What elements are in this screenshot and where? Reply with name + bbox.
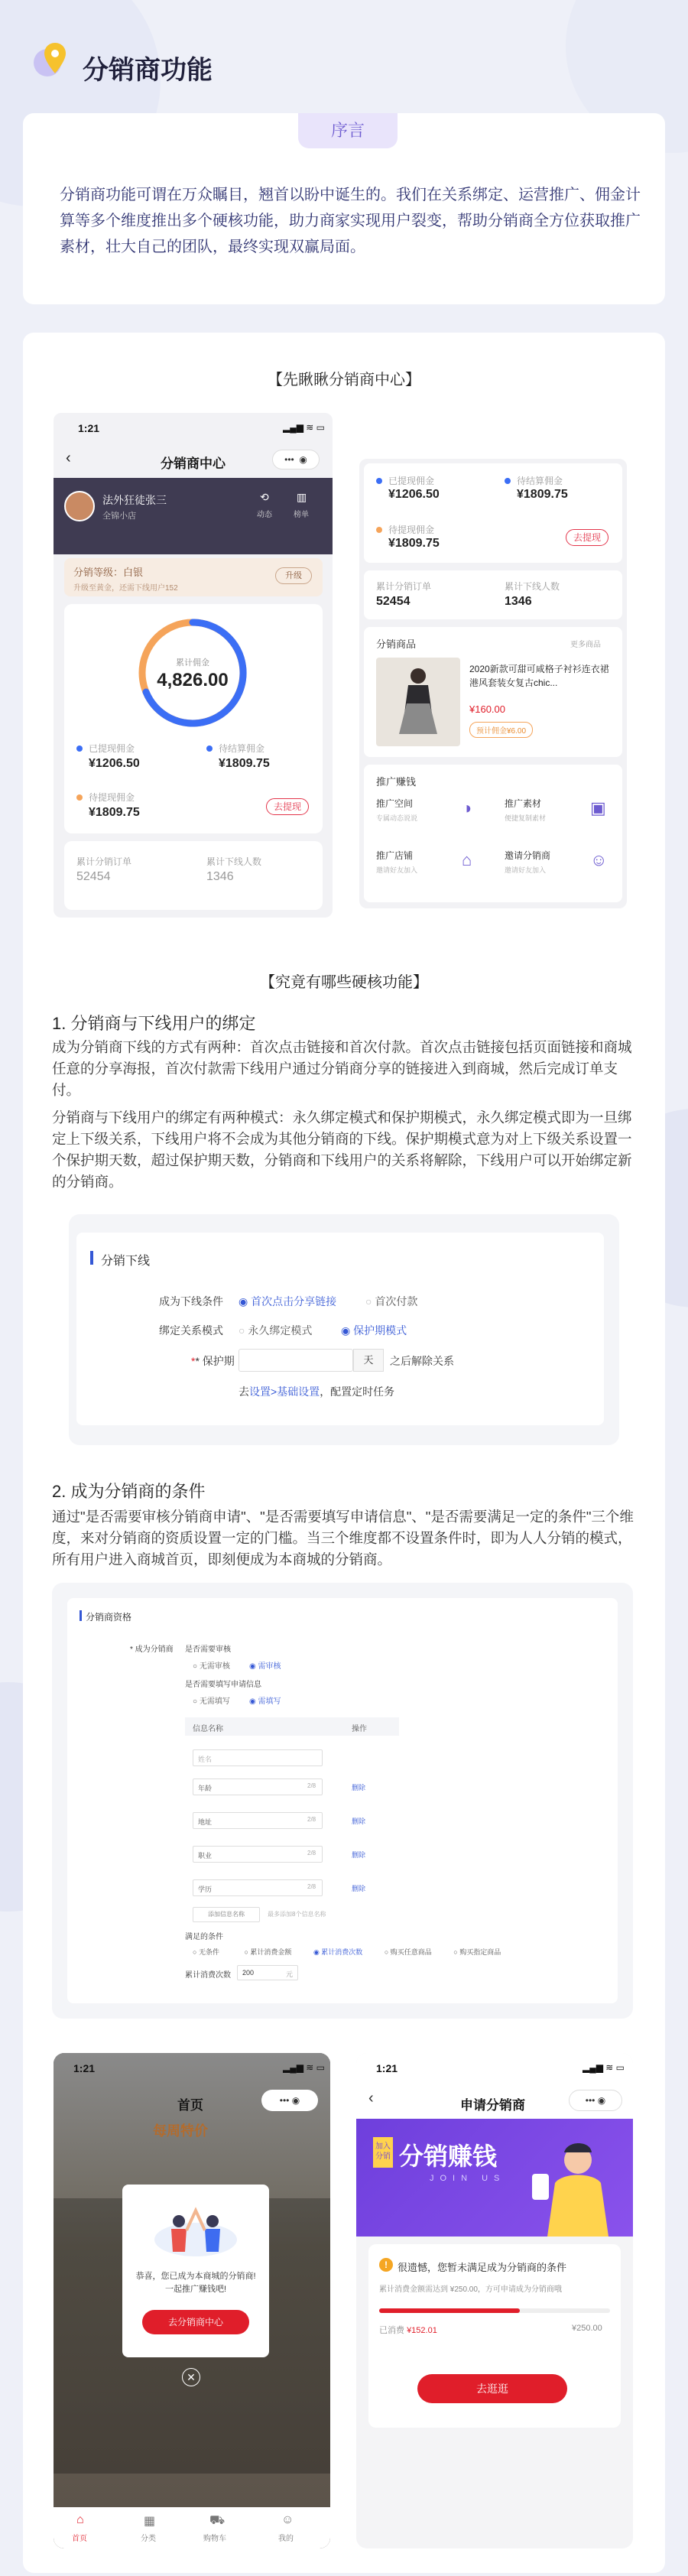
section2-title: 2. 成为分销商的条件 xyxy=(52,1482,206,1501)
upgrade-button[interactable]: 升级 xyxy=(275,567,312,584)
section1-para1: 成为分销商下线的方式有两种：首次点击链接和首次付款。首次点击链接包括页面链接和商城任意的分享海报，首次付款需下线用户通过分销商分享的链接进入到商城，然后完成订单支付。 xyxy=(52,1039,632,1098)
spent-label: 已消费 ¥152.01 xyxy=(379,2326,437,2335)
add-info-button[interactable]: 添加信息名称 xyxy=(193,1907,260,1922)
delete-link[interactable]: 删除 xyxy=(352,1851,366,1859)
banner-subtitle: JOIN US xyxy=(430,2174,506,2183)
rank-icon[interactable]: ▥ xyxy=(297,491,307,503)
cart-tab-icon[interactable]: ⛟ xyxy=(209,2514,226,2527)
high-five-illustration xyxy=(153,2204,239,2258)
row2-option1[interactable]: ○ 永久绑定模式 xyxy=(239,1324,313,1337)
info-name-input[interactable]: 地址 xyxy=(193,1812,323,1829)
goods-more-link[interactable]: 更多商品 xyxy=(570,641,601,649)
protect-unit: 天 xyxy=(353,1349,384,1372)
condition-options xyxy=(193,1947,590,1957)
promo-title: 推广赚钱 xyxy=(376,776,417,788)
phone-apply xyxy=(356,2053,633,2548)
home-capsule[interactable]: ••• ◉ xyxy=(261,2090,318,2111)
goods-commission: 预计佣金¥6.00 xyxy=(469,722,533,738)
image-icon: ▣ xyxy=(590,798,606,817)
avatar xyxy=(64,491,95,521)
notice-text: 很遗憾，您暂未满足成为分销商的条件 xyxy=(398,2262,567,2273)
promo-invite[interactable]: 邀请分销商 邀请好友加入 ☺ xyxy=(505,850,608,874)
tab-mine[interactable]: 我的 xyxy=(278,2535,294,2543)
row1-label: 成为下线条件 xyxy=(159,1295,223,1307)
total-label: 累计佣金 xyxy=(176,658,209,668)
center-panel xyxy=(359,459,627,908)
preview-title: 【先瞅瞅分销商中心】 xyxy=(268,372,420,388)
tab-cart[interactable]: 购物车 xyxy=(203,2535,226,2543)
back-icon[interactable]: ‹ xyxy=(66,450,71,466)
apply-title: 申请分销商 xyxy=(460,2098,525,2113)
banner-person-illustration xyxy=(524,2129,624,2237)
row2-option2[interactable]: ◉ 保护期模式 xyxy=(341,1324,407,1337)
close-icon[interactable]: ✕ xyxy=(182,2368,200,2386)
promo-space[interactable]: 推广空间 专属动态说说 ◑ xyxy=(376,798,472,822)
withdrawable-value: ¥1809.75 xyxy=(89,806,140,819)
apply-back-icon[interactable]: ‹ xyxy=(368,2090,374,2107)
binding-form-title: 分销下线 xyxy=(101,1255,151,1268)
goods-image[interactable] xyxy=(376,658,460,746)
cond-opt5[interactable]: ○ 购买指定商品 xyxy=(453,1948,501,1956)
orders-label: 累计分销订单 xyxy=(76,856,132,867)
warning-icon: ! xyxy=(379,2258,393,2272)
level-note: 升级至黄金，还需下线用户152 xyxy=(73,584,178,593)
condition-label: 满足的条件 xyxy=(185,1933,223,1941)
capsule-menu[interactable]: ••• ◉ xyxy=(272,450,320,469)
features-title: 【究竟有哪些硬核功能】 xyxy=(260,974,428,991)
fill-opt2[interactable]: ◉ 需填写 xyxy=(249,1697,281,1706)
rank-label: 榜单 xyxy=(294,511,309,519)
promo-material[interactable]: 推广素材 便捷复制素材 ▣ xyxy=(505,798,606,822)
info-row xyxy=(193,1846,399,1879)
withdraw-button[interactable]: 去提现 xyxy=(266,798,309,815)
status-time: 1:21 xyxy=(78,422,100,434)
amount-label: 累计消费次数 xyxy=(185,1971,231,1980)
panel-users-value: 1346 xyxy=(505,595,532,608)
browse-button[interactable]: 去逛逛 xyxy=(417,2374,567,2403)
phone-title: 分销商中心 xyxy=(161,456,226,471)
info-name-input[interactable]: 学历 xyxy=(193,1879,323,1896)
goods-title: 分销商品 xyxy=(376,638,417,650)
delete-link[interactable]: 删除 xyxy=(352,1784,366,1792)
info-row xyxy=(193,1779,399,1812)
notice-detail: 累计消费金额需达到 ¥250.00，方可申请成为分销商哦 xyxy=(379,2285,562,2294)
protect-days-input[interactable] xyxy=(239,1349,353,1372)
dynamic-label: 动态 xyxy=(257,511,272,519)
panel-withdraw-button[interactable]: 去提现 xyxy=(566,529,608,546)
settings-hint: 去设置>基础设置，配置定时任务 xyxy=(239,1385,395,1398)
col-name: 信息名称 xyxy=(193,1725,223,1733)
goods-price: ¥160.00 xyxy=(469,703,505,715)
cond-opt3[interactable]: ◉ 累计消费次数 xyxy=(313,1948,363,1956)
info-rows xyxy=(193,1779,399,1913)
apply-status-time: 1:21 xyxy=(376,2062,398,2074)
panel-orders-label: 累计分销订单 xyxy=(376,581,432,592)
panel-pending-label: 待结算佣金 xyxy=(505,474,563,487)
char-count: 2/8 xyxy=(307,1850,316,1856)
withdrawable-label: 待提现佣金 xyxy=(76,791,135,804)
mine-tab-icon[interactable]: ☺ xyxy=(281,2513,294,2526)
col-op: 操作 xyxy=(352,1725,367,1733)
panel-withdrawable-label: 待提现佣金 xyxy=(376,523,434,536)
success-popup xyxy=(122,2185,269,2357)
level-text: 分销等级：白银 xyxy=(73,567,144,578)
panel-withdrawable-value: ¥1809.75 xyxy=(388,537,440,550)
total-value: 4,826.00 xyxy=(157,670,229,690)
fill-opt1[interactable]: ○ 无需填写 xyxy=(193,1697,230,1706)
protect-after: 之后解除关系 xyxy=(390,1355,454,1367)
home-tab-icon[interactable]: ⌂ xyxy=(76,2513,84,2526)
char-count: 2/8 xyxy=(307,1816,316,1823)
banner-tag: 加入分销 xyxy=(373,2137,393,2168)
row1-option2[interactable]: ○ 首次付款 xyxy=(365,1295,418,1307)
cond-opt2[interactable]: ○ 累计消费金额 xyxy=(244,1948,292,1956)
planet-icon: ◑ xyxy=(462,798,472,817)
popup-text: 恭喜，您已成为本商城的分销商! 一起推广赚钱吧! xyxy=(135,2272,256,2294)
intro-tab: 序言 xyxy=(298,113,398,148)
target-value: ¥250.00 xyxy=(572,2324,602,2333)
audit-opt2[interactable]: ◉ 需审核 xyxy=(249,1662,281,1671)
goto-center-button[interactable]: 去分销商中心 xyxy=(142,2310,249,2334)
goods-name: 2020新款可甜可咸格子衬衫连衣裙港风套装女复古chic... xyxy=(469,664,609,688)
add-user-icon: ☺ xyxy=(590,850,608,869)
cond-opt1[interactable]: ○ 无条件 xyxy=(193,1948,219,1956)
spend-progress-fill xyxy=(379,2308,520,2313)
panel-users-label: 累计下线人数 xyxy=(505,581,560,592)
apply-status-icons: ▂▄▆ ≋ ▭ xyxy=(583,2062,625,2073)
row1-option1[interactable]: ◉ 首次点击分享链接 xyxy=(239,1295,337,1307)
section1-title: 1. 分销商与下线用户的绑定 xyxy=(52,1014,256,1033)
orders-value: 52454 xyxy=(76,870,111,883)
intro-text: 分销商功能可谓在万众瞩目，翘首以盼中诞生的。我们在关系绑定、运营推广、佣金计算等多个维度推出多个硬核功能，助力商家实现用户裂变，帮助分销商全方位获取推广素材，壮大自己的团队，最终实现双赢局面。 xyxy=(60,187,641,255)
settings-link[interactable]: 设置>基础设置 xyxy=(249,1385,320,1398)
users-value: 1346 xyxy=(206,870,234,883)
page-title: 分销商功能 xyxy=(83,56,213,85)
delete-link[interactable]: 删除 xyxy=(352,1885,366,1892)
qualification-title: 分销商资格 xyxy=(86,1612,132,1623)
delete-link[interactable]: 删除 xyxy=(352,1817,366,1825)
title-accent xyxy=(80,1610,82,1621)
users-label: 累计下线人数 xyxy=(206,856,262,867)
pending-value: ¥1809.75 xyxy=(219,757,270,770)
panel-pending-value: ¥1809.75 xyxy=(517,488,568,501)
apply-capsule[interactable]: ••• ◉ xyxy=(569,2090,622,2111)
audit-opt1[interactable]: ○ 无需审核 xyxy=(193,1662,230,1671)
pending-label: 待结算佣金 xyxy=(206,742,264,755)
phone-home xyxy=(54,2053,330,2548)
profile-header xyxy=(54,478,333,554)
need-fill-label: 是否需要填写申请信息 xyxy=(185,1681,261,1689)
store-name: 全锦小店 xyxy=(102,512,136,521)
settled-label: 已提现佣金 xyxy=(76,742,135,755)
more-icon[interactable]: ••• xyxy=(284,454,294,465)
home-status-time: 1:21 xyxy=(73,2062,96,2074)
char-count: 2/8 xyxy=(307,1883,316,1890)
char-count: 2/8 xyxy=(307,1782,316,1789)
section2-para: 通过"是否需要审核分销商申请"、"是否需要填写申请信息"、"是否需要满足一定的条件"三个维度，来对分销商的资质设置一定的门槛。当三个维度都不设置条件时，即为人人分销的模式，所有用户进入商城首页，即刻便成为本商城的分销商。 xyxy=(52,1509,634,1567)
protect-label: ** 保护期 xyxy=(191,1355,235,1367)
panel-settled-label: 已提现佣金 xyxy=(376,474,434,487)
title-accent xyxy=(90,1251,93,1265)
info-name-input[interactable]: 职业 xyxy=(193,1846,323,1863)
status-icons: ▂▄▆ ≋ ▭ xyxy=(283,422,326,433)
add-note: 最多添加8个信息名称 xyxy=(268,1911,326,1918)
home-status-icons: ▂▄▆ ≋ ▭ xyxy=(283,2062,326,2073)
home-title: 首页 xyxy=(177,2098,203,2113)
store-icon: ⌂ xyxy=(462,850,472,869)
panel-settled-value: ¥1206.50 xyxy=(388,488,440,501)
cond-opt4[interactable]: ○ 购买任意商品 xyxy=(384,1948,432,1956)
amount-input[interactable]: 200 元 xyxy=(237,1965,298,1980)
tab-category[interactable]: 分类 xyxy=(141,2535,156,2543)
phone-distributor-center xyxy=(54,413,333,918)
user-name: 法外狂徒张三 xyxy=(102,494,167,506)
panel-orders-value: 52454 xyxy=(376,595,411,608)
info-name-input[interactable]: 年龄 xyxy=(193,1779,323,1795)
section1-para2: 分销商与下线用户的绑定有两种模式：永久绑定模式和保护期模式，永久绑定模式即为一旦绑定上下级关系，下线用户将不会成为其他分销商的下线。保护期模式意为对上下级关系设置一个保护期天数，超过保护期天数，分销商和下线用户的关系将解除，下线用户可以开始绑定新的分销商。 xyxy=(52,1109,632,1190)
banner-title: 分销赚钱 xyxy=(399,2142,498,2170)
home-banner-text: 每周特价 xyxy=(153,2123,208,2139)
settled-value: ¥1206.50 xyxy=(89,757,140,770)
need-audit-label: 是否需要审核 xyxy=(185,1645,231,1654)
become-label: * 成为分销商 xyxy=(130,1645,174,1654)
location-pin-icon xyxy=(31,38,75,83)
info-row xyxy=(193,1812,399,1846)
tab-home[interactable]: 首页 xyxy=(72,2535,87,2543)
dynamic-icon[interactable]: ⟲ xyxy=(260,491,269,503)
name-field[interactable]: 姓名 xyxy=(193,1749,323,1766)
row2-label: 绑定关系模式 xyxy=(159,1324,223,1337)
promo-store[interactable]: 推广店铺 邀请好友加入 ⌂ xyxy=(376,850,472,874)
category-tab-icon[interactable]: ▦ xyxy=(144,2515,156,2528)
